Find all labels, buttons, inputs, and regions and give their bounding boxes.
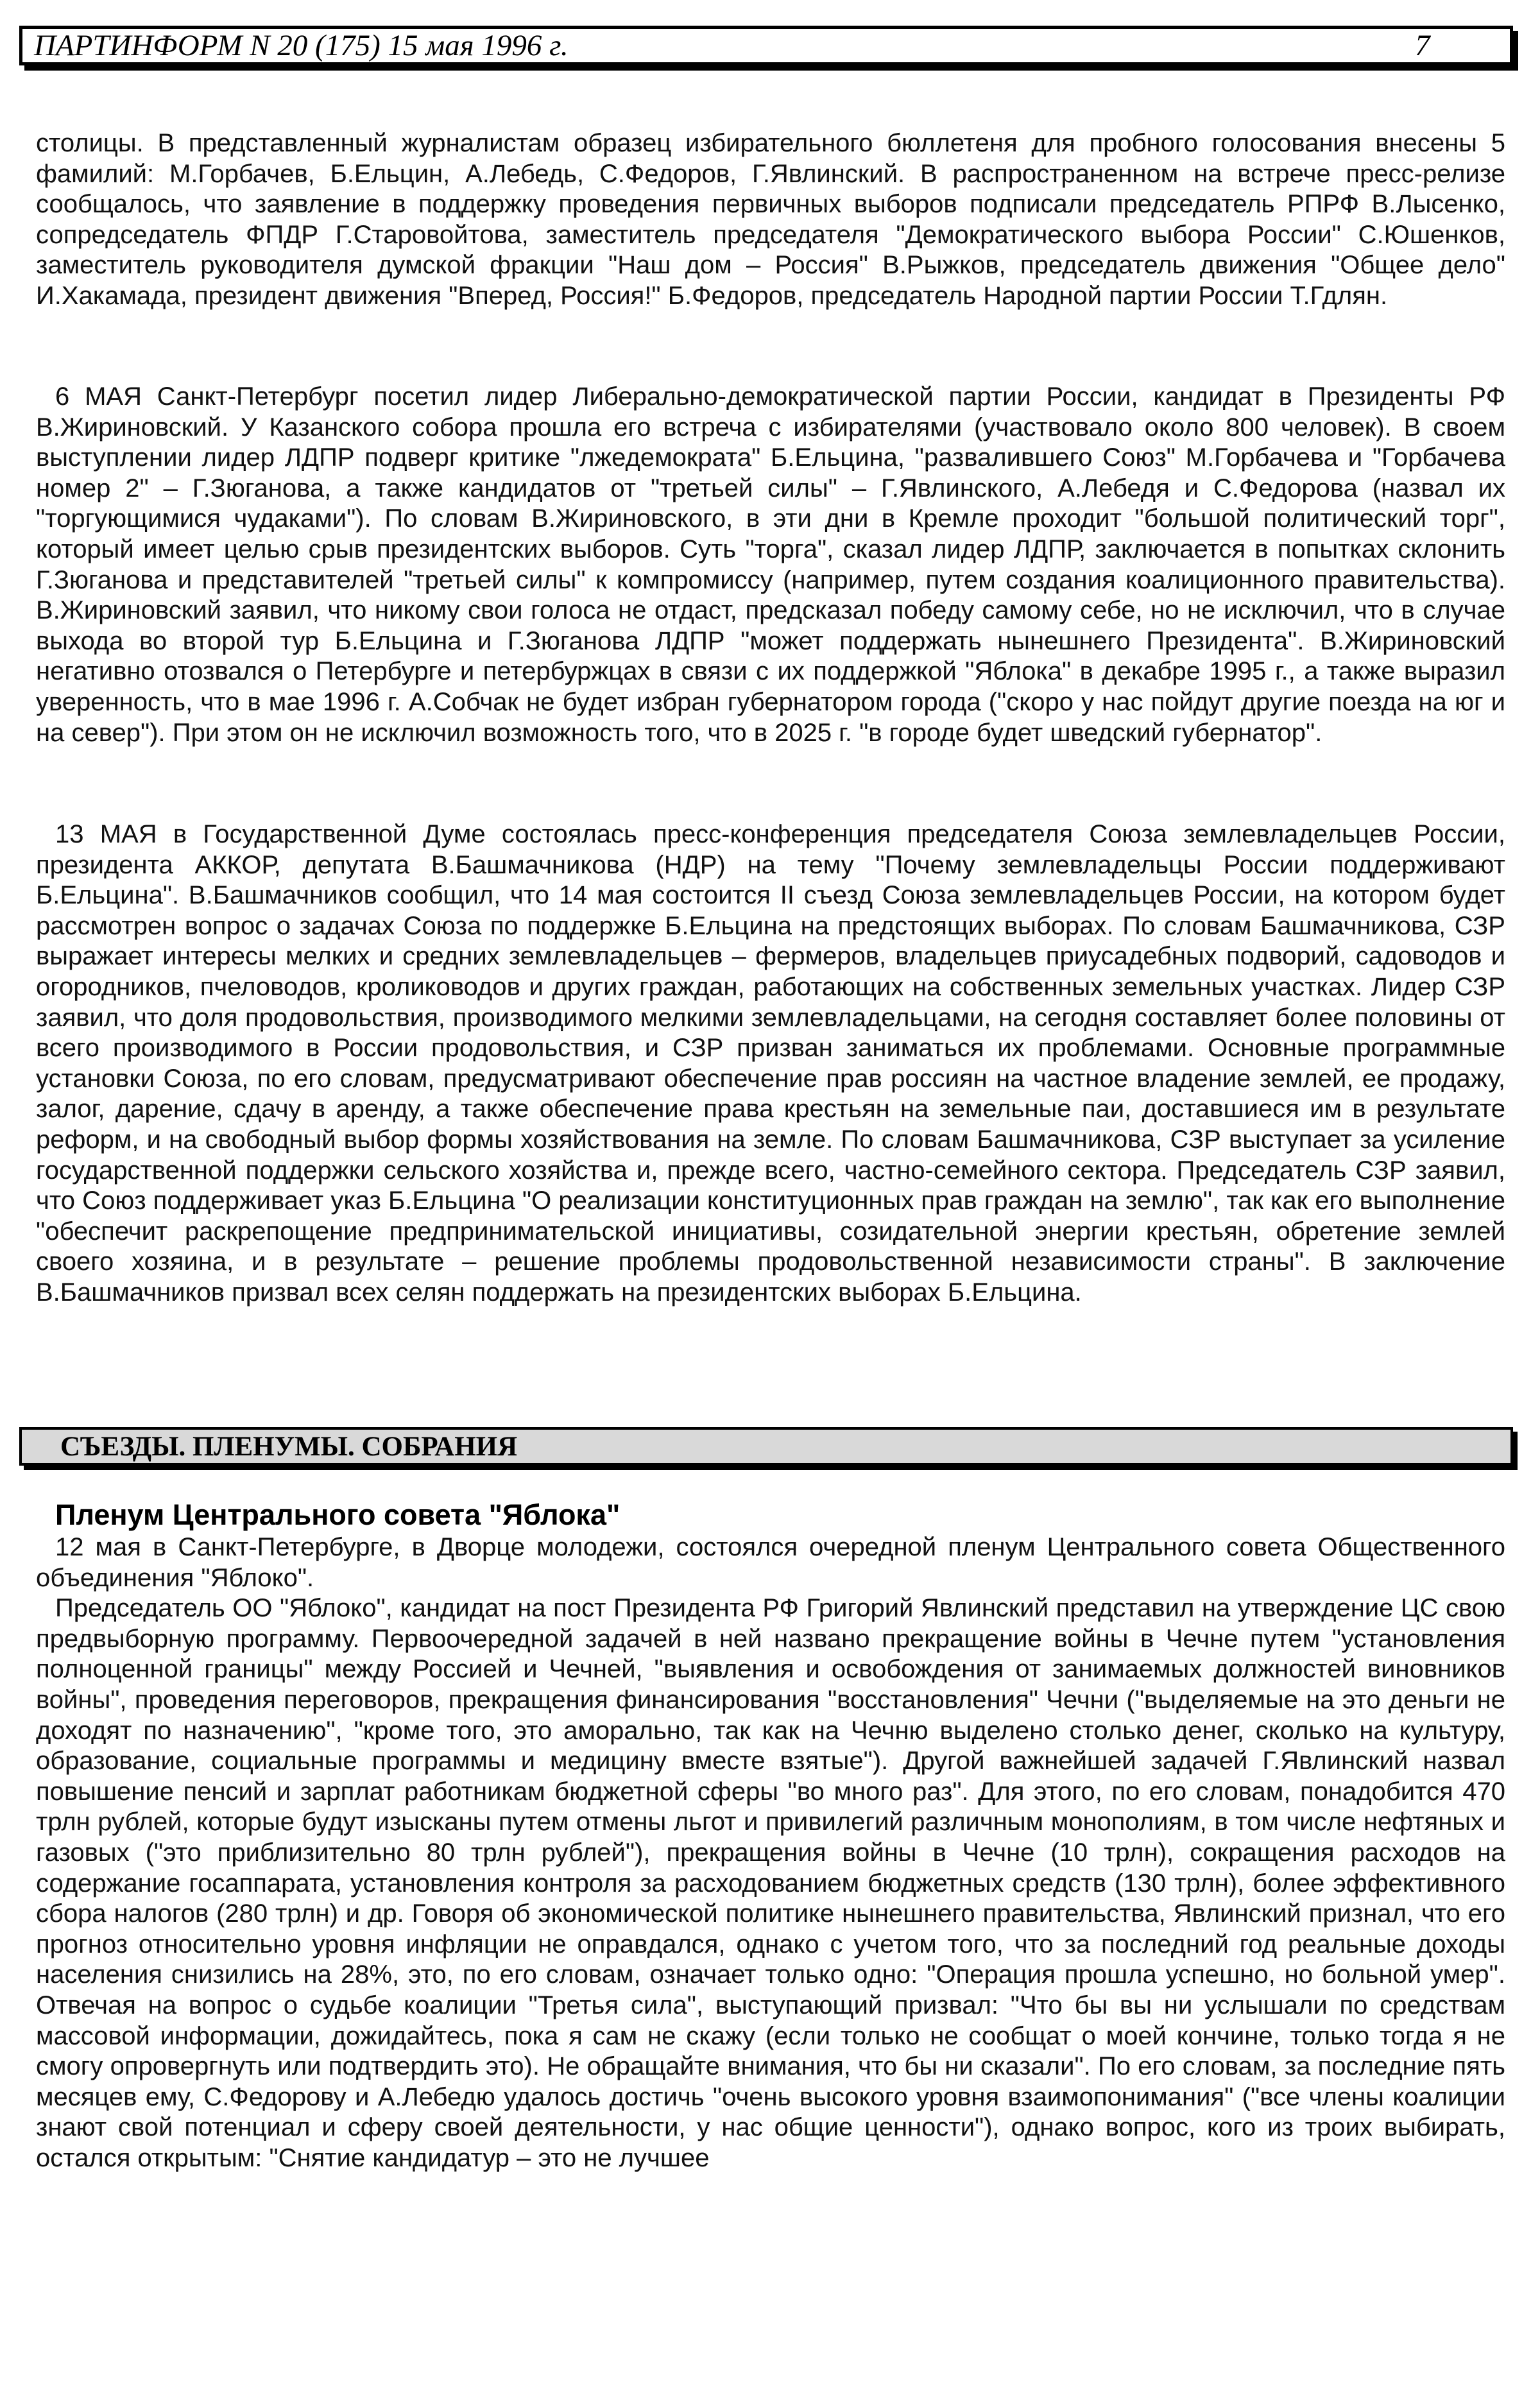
page-header [19, 26, 1513, 65]
section-title: СЪЕЗДЫ. ПЛЕНУМЫ. СОБРАНИЯ [60, 1432, 518, 1462]
article-paragraph: Председатель ОО "Яблоко", кандидат на пост Президента РФ Григорий Явлинский представил на утверждение ЦС свою предвыборную программу. Первоочередной задачей в ней названо прекращение войны в Чечне путем "установления полноценной границы" между Россией и Чечней, "выявления и освобождения от занимаемых должностей виновников войны", проведения переговоров, прекращения финансирования "восстановления" Чечни ("выделяемые на это деньги не доходят по назначению", "кроме того, это аморально, так как на Чечню выделено столько денег, сколько на культуру, образование, социальные программы и медицину вместе взятые"). Другой важнейшей задачей Г.Явлинский назвал повышение пенсий и зарплат работникам бюджетной сферы "во много раз". Для этого, по его словам, понадобится 470 трлн рублей, которые будут изысканы путем отмены льгот и привилегий различным монополиям, в том числе нефтяных и газовых ("это приблизительно 80 трлн рублей"), прекращения войны в Чечне (10 трлн), сокращения расходов на содержание госаппарата, установления контроля за расходованием бюджетных средств (130 трлн), более эффективного сбора налогов (280 трлн) и др. Говоря об экономической политике нынешнего правительства, Явлинский признал, что его прогноз относительно уровня инфляции не оправдался, однако с учетом того, что за последний год реальные доходы населения снизились на 28%, это, по его словам, означает только одно: "Операция прошла успешно, но больной умер". Отвечая на вопрос о судьбе коалиции "Третья сила", выступающий призвал: "Что бы вы ни услышали по средствам массовой информации, дожидайтесь, пока я сам не скажу (если только не сообщат о моей кончине, только тогда я не смогу опровергнуть или подтвердить это). Не обращайте внимания, что бы ни сказали". По его словам, за последние пять месяцев ему, С.Федорову и А.Лебедю удалось достичь "очень высокого уровня взаимопонимания" ("все члены коалиции знают свой потенциал и сферу своей деятельности, у нас общие ценности"), однако вопрос, кого из троих выбирать, остался открытым: "Снятие кандидатур – это не лучшее [36, 1594, 1505, 2172]
news-paragraph: 13 МАЯ в Государственной Думе состоялась пресс-конференция председателя Союза землевладельцев России, президента АККОР, депутата В.Башмачникова (НДР) на тему "Почему землевладельцы России поддерживают Б.Ельцина". В.Башмачников сообщил, что 14 мая состоится II съезд Союза землевладельцев России, на котором будет рассмотрен вопрос о задачах Союза по поддержке Б.Ельцина на предстоящих выборах. По словам Башмачникова, СЗР выражает интересы мелких и средних землевладельцев – фермеров, владельцев приусадебных подворий, садоводов и огородников, пчеловодов, кролиководов и других граждан, работающих на собственных земельных участках. Лидер СЗР заявил, что доля продовольствия, производимого мелкими землевладельцами, на сегодня составляет более половины от всего производимого в России продовольствия, и СЗР призван заниматься их проблемами. Основные программные установки Союза, по его словам, предусматривают обеспечение прав россиян на частное владение землей, ее продажу, залог, дарение, сдачу в аренду, а также обеспечение права крестьян на земельные паи, доставшиеся им в результате реформ, и на свободный выбор формы хозяйствования на земле. По словам Башмачникова, СЗР выступает за усиление государственной поддержки сельского хозяйства и, прежде всего, частно-семейного сектора. Председатель СЗР заявил, что Союз поддерживает указ Б.Ельцина "О реализации конституционных прав граждан на землю", так как его выполнение "обеспечит раскрепощение предпринимательской инициативы, созидательной энергии крестьян, обретение землей своего хозяина, и в результате – решение проблемы продовольственной независимости страны". В заключение В.Башмачников призвал всех селян поддержать на президентских выборах Б.Ельцина. [36, 820, 1505, 1307]
page-number: 7 [1415, 29, 1430, 62]
article-body [36, 1532, 1505, 2173]
article-title: Пленум Центрального совета "Яблока" [55, 1498, 620, 1531]
news-item-zhirinovsky [36, 382, 1505, 748]
continuation-paragraph: столицы. В представленный журналистам образец избирательного бюллетеня для пробного голосования внесены 5 фамилий: М.Горбачев, Б.Ельцин, А.Лебедь, С.Федоров, Г.Явлинский. В распространенном на встрече пресс-релизе сообщалось, что заявление в поддержку проведения первичных выборов подписали председатель РПРФ В.Лысенко, сопредседатель ФПДР Г.Старовойтова, заместитель председателя "Демократического выбора России" С.Юшенков, заместитель руководителя думской фракции "Наш дом – Россия" В.Рыжков, председатель движения "Общее дело" И.Хакамада, президент движения "Вперед, Россия!" Б.Федоров, председатель Народной партии России Т.Гдлян. [36, 129, 1505, 310]
news-paragraph: 6 МАЯ Санкт-Петербург посетил лидер Либерально-демократической партии России, кандидат в Президенты РФ В.Жириновский. У Казанского собора прошла его встреча с избирателями (участвовало около 800 человек). В своем выступлении лидер ЛДПР подверг критике "лжедемократа" Б.Ельцина, "развалившего Союз" М.Горбачева и "Горбачева номер 2" – Г.Зюганова, а также кандидатов от "третьей силы" – Г.Явлинского, А.Лебедя и С.Федорова (назвал их "торгующимися чудаками"). По словам В.Жириновского, в эти дни в Кремле проходит "большой политический торг", который имеет целью срыв президентских выборов. Суть "торга", сказал лидер ЛДПР, заключается в попытках склонить Г.Зюганова и представителей "третьей силы" к компромиссу (например, путем создания коалиционного правительства). В.Жириновский заявил, что никому свои голоса не отдаст, предсказал победу самому себе, но не исключил, что в случае выхода во второй тур Б.Ельцина и Г.Зюганова ЛДПР "может поддержать нынешнего Президента". В.Жириновский негативно отозвался о Петербурге и петербуржцах в связи с их поддержкой "Яблока" в декабре 1995 г., а также выразил уверенность, что в мае 1996 г. А.Собчак не будет избран губернатором города ("скоро у нас пойдут другие поезда на юг и на север"). При этом он не исключил возможность того, что в 2025 г. "в городе будет шведский губернатор". [36, 382, 1505, 747]
continuation-paragraph-block [36, 128, 1505, 312]
article-paragraph: 12 мая в Санкт-Петербурге, в Дворце молодежи, состоялся очередной пленум Центрального совета Общественного объединения "Яблоко". [36, 1533, 1505, 1592]
section-header [19, 1427, 1513, 1466]
news-item-bashmachnikov [36, 819, 1505, 1308]
publication-title: ПАРТИНФОРМ N 20 (175) 15 мая 1996 г. [34, 29, 569, 62]
